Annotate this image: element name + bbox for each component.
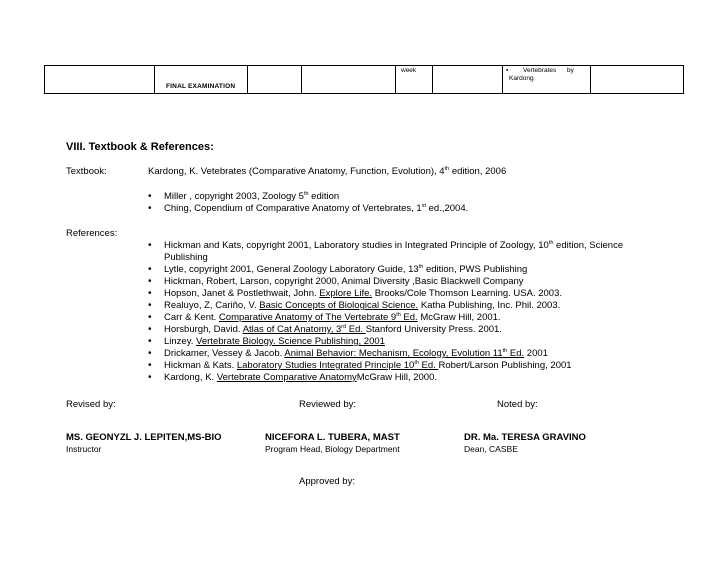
list-item: • Hickman and Kats, copyright 2001, Laboratory studies in Integrated Principle of Zoology, 10th edition, Science Publishing <box>146 240 623 264</box>
instructor-name: MS. GEONYZL J. LEPITEN,MS-BIO <box>66 432 222 443</box>
program-head-name: NICEFORA L. TUBERA, MAST <box>265 432 400 443</box>
section-title: VIII. Textbook & References: <box>66 141 214 153</box>
program-head-role: Program Head, Biology Department <box>265 444 400 454</box>
list-item: • Horsburgh, David. Atlas of Cat Anatomy, 3rd Ed. Stanford University Press. 2001. <box>146 324 623 336</box>
instructor-role: Instructor <box>66 444 102 454</box>
list-item: • Miller , copyright 2003, Zoology 5th edition <box>146 191 468 203</box>
revised-by-label: Revised by: <box>66 399 116 410</box>
list-item: • Realuyo, Z, Cariño, V. Basic Concepts of Biological Science. Katha Publishing, Inc. Phil. 2003. <box>146 300 623 312</box>
noted-by-label: Noted by: <box>497 399 538 410</box>
list-item: • Hickman, Robert, Larson, copyright 2000, Animal Diversity ,Basic Blackwell Company <box>146 276 623 288</box>
table-border <box>432 66 433 93</box>
bullet-mark: ▪ <box>506 67 509 74</box>
list-item: • Hopson, Janet & Postlethwait, John. Explore Life. Brooks/Cole Thomson Learning. USA. 2003. <box>146 288 623 300</box>
references-list <box>146 240 623 384</box>
dean-name: DR. Ma. TERESA GRAVINO <box>464 432 586 443</box>
table-border <box>154 66 155 93</box>
course-table <box>44 65 684 94</box>
table-border <box>247 66 248 93</box>
list-item: • Linzey. Vertebrate Biology. Science Publishing, 2001 <box>146 336 623 348</box>
table-border <box>301 66 302 93</box>
kardong-cell: Kardong <box>509 75 534 82</box>
list-item: • Ching, Copendium of Comparative Anatomy of Vertebrates, 1st ed.,2004. <box>146 203 468 215</box>
textbook-main: Kardong, K. Vetebrates (Comparative Anatomy, Function, Evolution), 4th edition, 2006 <box>148 166 507 177</box>
reviewed-by-label: Reviewed by: <box>299 399 357 410</box>
list-item: • Lytle, copyright 2001, General Zoology Laboratory Guide, 13th edition, PWS Publishing <box>146 264 623 276</box>
approved-by-label: Approved by: <box>299 476 355 487</box>
vertebrates-cell: Vertebrates by <box>523 67 574 74</box>
list-item: • Carr & Kent. Comparative Anatomy of The Vertebrate 9th Ed. McGraw Hill, 2001. <box>146 312 623 324</box>
list-item: • Hickman & Kats. Laboratory Studies Integrated Principle 10th Ed. Robert/Larson Publishing, 2001 <box>146 360 623 372</box>
references-label: References: <box>66 228 118 239</box>
table-border <box>502 66 503 93</box>
table-border <box>44 66 45 93</box>
final-exam-label: FINAL EXAMINATION <box>166 83 236 90</box>
textbook-label: Textbook: <box>66 166 107 177</box>
week-cell: week <box>401 67 417 74</box>
table-border <box>590 66 591 93</box>
textbook-list <box>146 191 468 215</box>
dean-role: Dean, CASBE <box>464 444 518 454</box>
table-border <box>395 66 396 93</box>
table-border <box>683 66 684 93</box>
list-item: • Kardong, K. Vertebrate Comparative AnatomyMcGraw Hill, 2000. <box>146 372 623 384</box>
list-item: • Drickamer, Vessey & Jacob. Animal Behavior: Mechanism, Ecology, Evolution 11th Ed. 2001 <box>146 348 623 360</box>
